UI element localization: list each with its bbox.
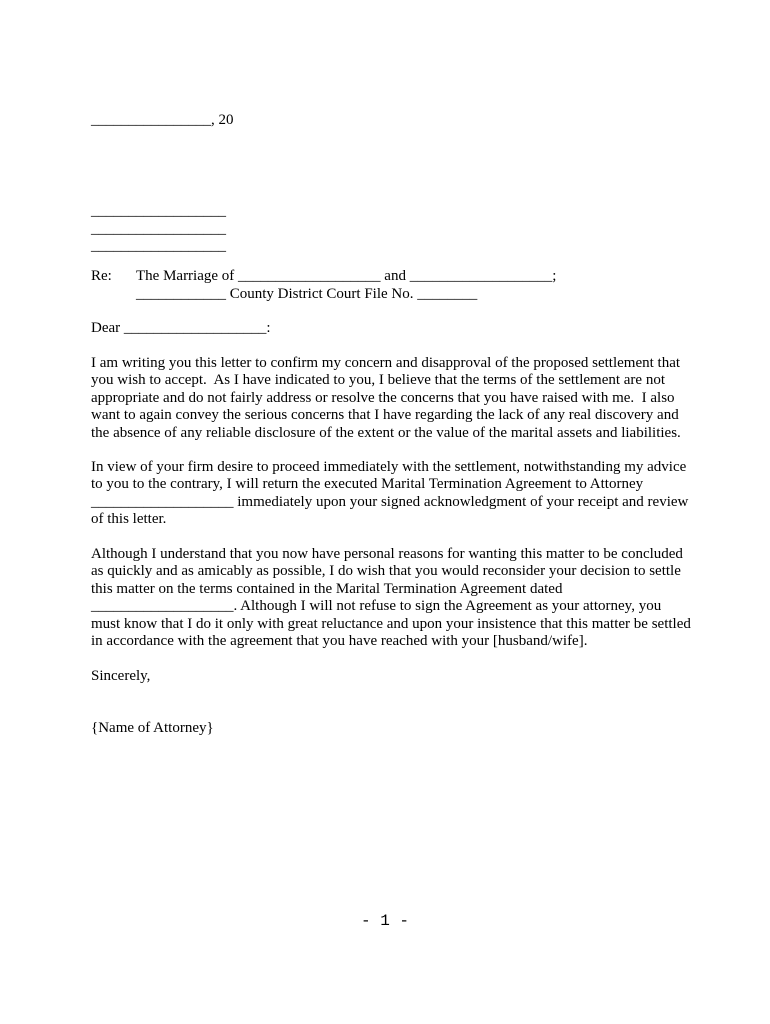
paragraph-3-line: ___________________. Although I will not refuse to sign the Agreement as your attorney, you <box>91 598 662 615</box>
paragraph-2-line: ___________________ immediately upon your signed acknowledgment of your receipt and review <box>91 493 689 510</box>
paragraph-3-line: this matter on the terms contained in the Marital Termination Agreement dated <box>91 580 563 597</box>
closing: Sincerely, <box>91 668 151 684</box>
re-line-2: ____________ County District Court File No. ________ <box>136 286 478 302</box>
paragraph-3-line: must know that I do it only with great reluctance and upon your insistence that this matter be settled <box>91 615 691 632</box>
address-line-3: __________________ <box>91 238 226 254</box>
paragraph-2-line: of this letter. <box>91 511 167 528</box>
paragraph-3-line: as quickly and as amicably as possible, I do wish that you would reconsider your decision to settle <box>91 563 681 580</box>
date-line: ________________, 20 <box>91 112 234 128</box>
paragraph-1-line: want to again convey the serious concerns that I have regarding the lack of any real discovery and <box>91 407 679 424</box>
paragraph-1-line: you wish to accept. As I have indicated to you, I believe that the terms of the settlement are not <box>91 372 665 389</box>
re-line-1: The Marriage of ___________________ and ___________________; <box>136 268 557 284</box>
paragraph-1-line: the absence of any reliable disclosure of the extent or the value of the marital assets and liabilities. <box>91 424 681 441</box>
paragraph-3-line: Although I understand that you now have personal reasons for wanting this matter to be concluded <box>91 546 683 562</box>
paragraph-3 <box>91 546 691 650</box>
salutation: Dear ___________________: <box>91 320 271 336</box>
address-line-1: __________________ <box>91 203 226 219</box>
signature-name: {Name of Attorney} <box>91 720 214 736</box>
paragraph-1 <box>91 355 691 442</box>
paragraph-1-line: I am writing you this letter to confirm my concern and disapproval of the proposed settlement that <box>91 355 681 371</box>
paragraph-1-line: appropriate and do not fairly address or resolve the concerns that you have raised with me. I also <box>91 389 675 406</box>
paragraph-2-line: to you to the contrary, I will return the executed Marital Termination Agreement to Attorney <box>91 476 644 493</box>
paragraph-2-line: In view of your firm desire to proceed immediately with the settlement, notwithstanding my advice <box>91 459 687 475</box>
address-line-2: __________________ <box>91 221 226 237</box>
page-number: - 1 - <box>360 912 409 930</box>
paragraph-3-line: in accordance with the agreement that you have reached with your [husband/wife]. <box>91 633 588 650</box>
paragraph-2 <box>91 459 691 529</box>
re-label: Re: <box>91 268 112 284</box>
